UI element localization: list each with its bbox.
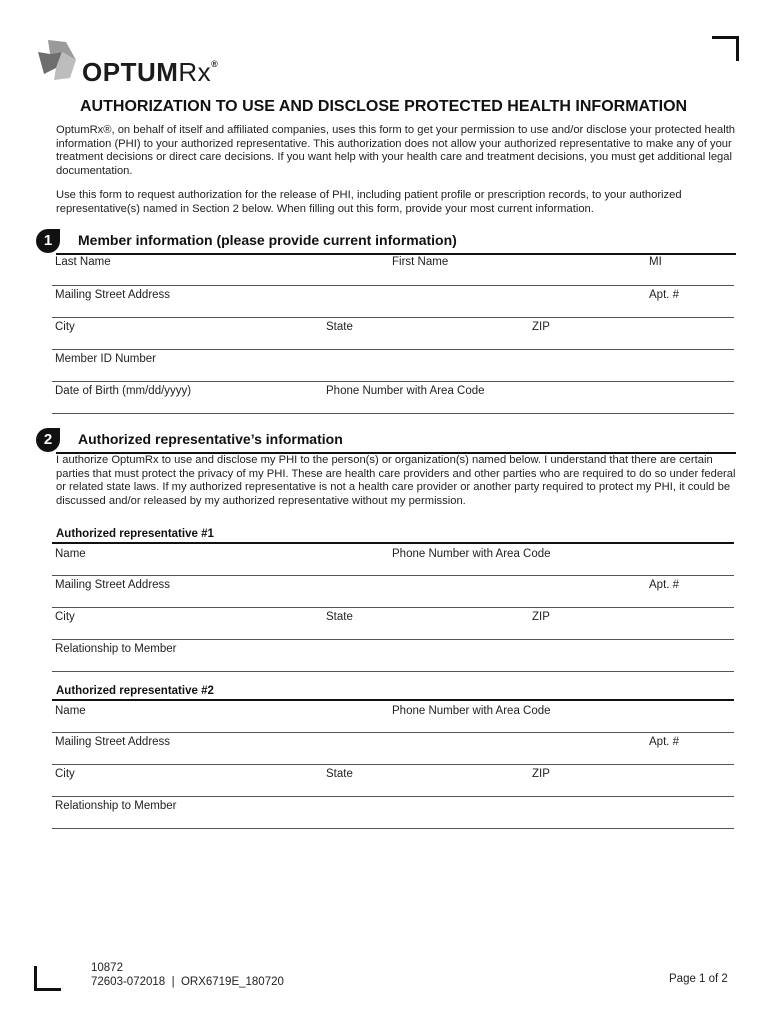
- member-dob-phone-row[interactable]: [52, 381, 734, 414]
- mailing-address-label: Mailing Street Address: [55, 289, 171, 301]
- phone-label: Phone Number with Area Code: [326, 385, 485, 397]
- member-city-row[interactable]: [52, 317, 734, 350]
- rep2-address-row[interactable]: [52, 732, 734, 765]
- form-codes: 72603-072018 | ORX6719E_180720: [91, 976, 284, 988]
- rep2-state-label: State: [326, 768, 353, 780]
- rep1-relationship-label: Relationship to Member: [55, 643, 177, 655]
- form-number: 10872: [91, 962, 123, 974]
- section-2-title: Authorized representative’s information: [78, 431, 343, 447]
- rep1-relationship-row[interactable]: [52, 639, 734, 672]
- rep1-address-row[interactable]: [52, 575, 734, 608]
- first-name-label: First Name: [392, 256, 449, 268]
- member-id-row[interactable]: [52, 349, 734, 382]
- rep2-apt-label: Apt. #: [649, 736, 680, 748]
- rep1-zip-label: ZIP: [532, 611, 550, 623]
- rep1-name-label: Name: [55, 548, 86, 560]
- rep2-city-label: City: [55, 768, 75, 780]
- crop-mark-top-right: [712, 36, 739, 61]
- rep1-address-label: Mailing Street Address: [55, 579, 171, 591]
- rep2-relationship-row[interactable]: [52, 796, 734, 829]
- rep2-phone-label: Phone Number with Area Code: [392, 705, 551, 717]
- rep2-name-label: Name: [55, 705, 86, 717]
- page-title: AUTHORIZATION TO USE AND DISCLOSE PROTECTED HEALTH INFORMATION: [80, 98, 688, 115]
- rep2-zip-label: ZIP: [532, 768, 550, 780]
- rep1-heading: Authorized representative #1: [56, 528, 214, 540]
- optumrx-logo-icon: [36, 38, 80, 82]
- rep2-city-row[interactable]: [52, 764, 734, 797]
- authorization-statement: I authorize OptumRx to use and disclose my PHI to the person(s) or organization(s) named below. I understand that there are certain parties that must protect the privacy of my PHI. These are health care providers and other parties who are required to do so under federal or related state laws. If my authorized representative is not a health care provider or another party required to protect my PHI, it could be discussed and/or released by my authorized representative without my permission.: [56, 454, 736, 507]
- mi-label: MI: [649, 256, 662, 268]
- brand-name-light: Rx: [178, 57, 212, 87]
- brand-name-bold: OPTUM: [82, 57, 179, 87]
- rep1-city-label: City: [55, 611, 75, 623]
- rep1-apt-label: Apt. #: [649, 579, 680, 591]
- city-label: City: [55, 321, 75, 333]
- zip-label: ZIP: [532, 321, 550, 333]
- section-2-header: [36, 428, 736, 452]
- brand-name: [82, 57, 218, 88]
- member-id-label: Member ID Number: [55, 353, 156, 365]
- dob-label: Date of Birth (mm/dd/yyyy): [55, 385, 192, 397]
- intro-paragraph-2: Use this form to request authorization for the release of PHI, including patient profile or prescription records, to your authorized representative(s) named in Section 2 below. When filling out this form, provide your most current information.: [56, 189, 682, 215]
- page-number: Page 1 of 2: [669, 973, 728, 985]
- state-label: State: [326, 321, 353, 333]
- section-2-number-badge: 2: [36, 428, 60, 452]
- intro-paragraph-1: OptumRx®, on behalf of itself and affiliated companies, uses this form to get your permission to use and/or disclose your protected health information (PHI) to your authorized representative. This authorization does not allow your authorized representative to make any of your treatment decisions or direct care decisions. If you want help with your health care and treatment decisions, you must get additional legal documentation.: [56, 124, 736, 177]
- rep2-heading: Authorized representative #2: [56, 685, 214, 697]
- rep1-name-row[interactable]: [52, 544, 734, 576]
- apt-label: Apt. #: [649, 289, 680, 301]
- member-name-row[interactable]: [52, 252, 734, 286]
- rep1-phone-label: Phone Number with Area Code: [392, 548, 551, 560]
- section-1-number-badge: 1: [36, 229, 60, 253]
- brand-reg-mark: ®: [211, 59, 219, 69]
- rep2-relationship-label: Relationship to Member: [55, 800, 177, 812]
- rep1-state-label: State: [326, 611, 353, 623]
- section-1-title: Member information (please provide current information): [78, 232, 457, 248]
- rep2-name-row[interactable]: [52, 701, 734, 733]
- rep1-city-row[interactable]: [52, 607, 734, 640]
- last-name-label: Last Name: [55, 256, 111, 268]
- rep2-address-label: Mailing Street Address: [55, 736, 171, 748]
- crop-mark-bottom-left: [34, 966, 61, 991]
- member-address-row[interactable]: [52, 285, 734, 318]
- section-1-header: [36, 229, 736, 253]
